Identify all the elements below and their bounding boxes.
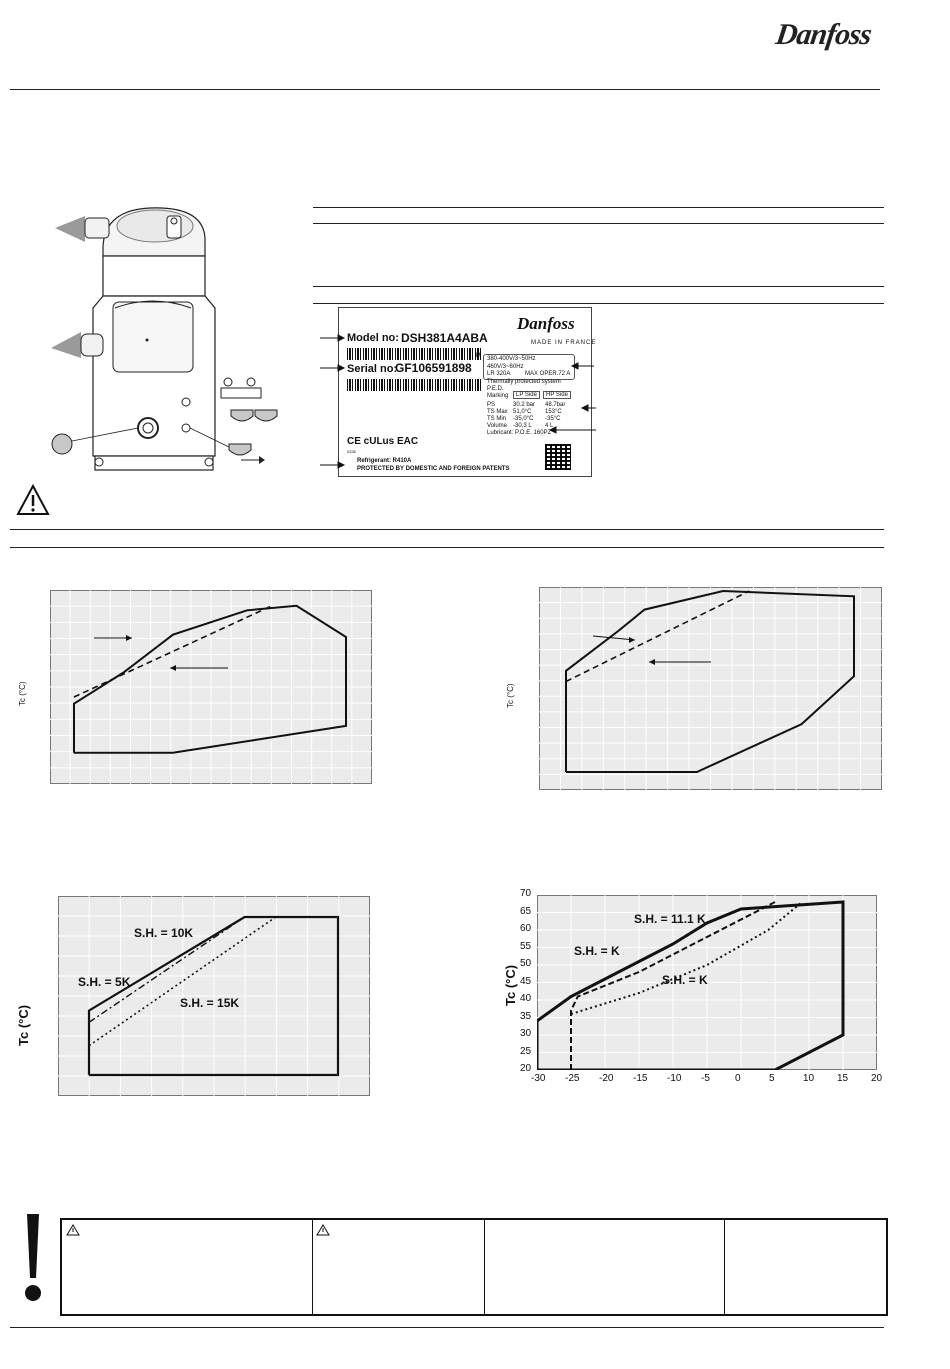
warning-icon [16, 484, 50, 516]
table-line-1 [313, 207, 884, 208]
m-mark: M [476, 353, 481, 359]
chart-4-sh-a-label: S.H. = K [574, 944, 620, 958]
volume-hp: 4 L [545, 423, 554, 429]
voltage-2: 460V/3~60Hz [487, 364, 524, 370]
chart-3-sh10-label: S.H. = 10K [134, 926, 194, 940]
chart-3-ylabel: Tc (°C) [16, 1004, 31, 1046]
tsmax-label: TS Max [487, 409, 508, 415]
serial-value: GF106591898 [395, 361, 472, 375]
marking-label: Marking [487, 393, 509, 399]
lubricant: Lubricant: P.O.E. 160PZ [487, 430, 552, 436]
refrigerant: Refrigerant: R410A [357, 458, 412, 464]
chart-1-plot [50, 590, 372, 784]
chart-4-ytick-label: 20 [520, 1063, 532, 1074]
chart-4-xtick-label: -20 [599, 1073, 614, 1084]
certification-marks: CE cULus EAC [347, 436, 419, 447]
chart-4-ytick-label: 45 [520, 975, 532, 987]
warning-table-cell-3 [484, 1220, 725, 1314]
model-label: Model no: [347, 332, 399, 344]
cert-code: 0336 [347, 449, 356, 454]
nameplate-pointer-arrows [316, 330, 936, 470]
chart-2-plot [539, 587, 882, 790]
chart-4-ytick-label: 25 [520, 1045, 532, 1057]
chart-4-xtick-label: -15 [633, 1073, 648, 1084]
ps-lp: 30.2 bar [513, 402, 536, 408]
chart-4-sh11-label: S.H. = 11.1 K [634, 912, 706, 926]
header-divider [10, 89, 880, 90]
chart-4-ytick-label: 55 [520, 940, 532, 952]
tsmin-lp: -35,0°C [513, 416, 534, 422]
table-line-3 [313, 286, 884, 287]
chart-4-ytick-label: 65 [520, 905, 532, 917]
chart-4-ytick-label: 70 [520, 888, 532, 899]
section-divider-1 [10, 529, 884, 530]
footer-divider [10, 1327, 884, 1328]
chart-1-ylabel: Tc (°C) [18, 681, 27, 706]
chart-4-ytick-label: 60 [520, 923, 532, 934]
chart-4-xtick-label: -25 [565, 1073, 580, 1084]
lp-side: LP Side [513, 391, 540, 399]
table-line-2 [313, 223, 884, 224]
patents: PROTECTED BY DOMESTIC AND FOREIGN PATENTS [357, 466, 510, 472]
brand-name: Danfoss [773, 18, 874, 51]
cell-1-warning-icon [66, 1224, 80, 1236]
chart-4-xtick-label: 20 [871, 1073, 883, 1084]
max-oper: MAX OPER.72 A [525, 371, 571, 377]
chart-2-ylabel: Tc (°C) [506, 683, 515, 708]
exclamation-icon [22, 1214, 44, 1304]
chart-2 [539, 587, 882, 795]
tsmax-lp: 51,0°C [513, 409, 532, 415]
plate-brand: Danfoss [517, 314, 575, 333]
chart-4-xtick-label: 10 [803, 1073, 815, 1084]
danfoss-logo [774, 18, 873, 52]
ps-label: PS [487, 402, 496, 408]
ped-label: P.E.D. [487, 386, 504, 392]
tsmin-label: TS Min [487, 416, 507, 422]
chart-4-xtick-label: -30 [531, 1073, 546, 1084]
table-line-4 [313, 303, 884, 304]
serial-label: Serial no: [347, 363, 398, 375]
compressor-illustration [45, 198, 285, 478]
volume-lp: -30,3 L [513, 423, 532, 429]
chart-4-ylabel: Tc (°C) [503, 964, 518, 1006]
chart-4-xtick-label: 15 [837, 1073, 849, 1084]
warning-table [60, 1218, 888, 1316]
warning-table-cell-1 [62, 1220, 313, 1314]
chart-4-ytick-label: 35 [520, 1010, 532, 1022]
hp-side: HP Side [543, 391, 571, 399]
cell-2-warning-icon [316, 1224, 330, 1236]
tsmax-hp: 153°C [545, 409, 562, 415]
voltage-1: 380-400V/3~50Hz [487, 356, 536, 362]
chart-4-ytick-label: 30 [520, 1028, 532, 1039]
model-value: DSH381A4ABA [401, 331, 488, 345]
chart-4-ytick-label: 50 [520, 958, 532, 969]
chart-4-ytick-label: 40 [520, 993, 532, 1004]
chart-3-sh15-label: S.H. = 15K [180, 996, 240, 1010]
locked-rotor: LR 320A [487, 371, 511, 377]
warning-table-cell-4 [724, 1220, 882, 1314]
thermal-protection: Thermally protected system [487, 379, 561, 385]
volume-label: Volume [487, 423, 508, 429]
made-in: MADE IN FRANCE [531, 340, 597, 346]
chart-4-sh-b-label: S.H. = K [662, 973, 708, 987]
chart-4-xtick-label: -5 [701, 1073, 710, 1084]
tsmin-hp: -35°C [545, 416, 561, 422]
chart-4-xtick-label: 0 [735, 1073, 741, 1084]
chart-3-sh5-label: S.H. = 5K [78, 975, 131, 989]
chart-4-xtick-label: 5 [769, 1073, 775, 1084]
chart-1 [50, 590, 372, 789]
ps-hp: 48.7bar [545, 402, 566, 408]
warning-table-cell-2 [312, 1220, 485, 1314]
chart-4-xtick-label: -10 [667, 1073, 682, 1084]
section-divider-2 [10, 547, 884, 548]
